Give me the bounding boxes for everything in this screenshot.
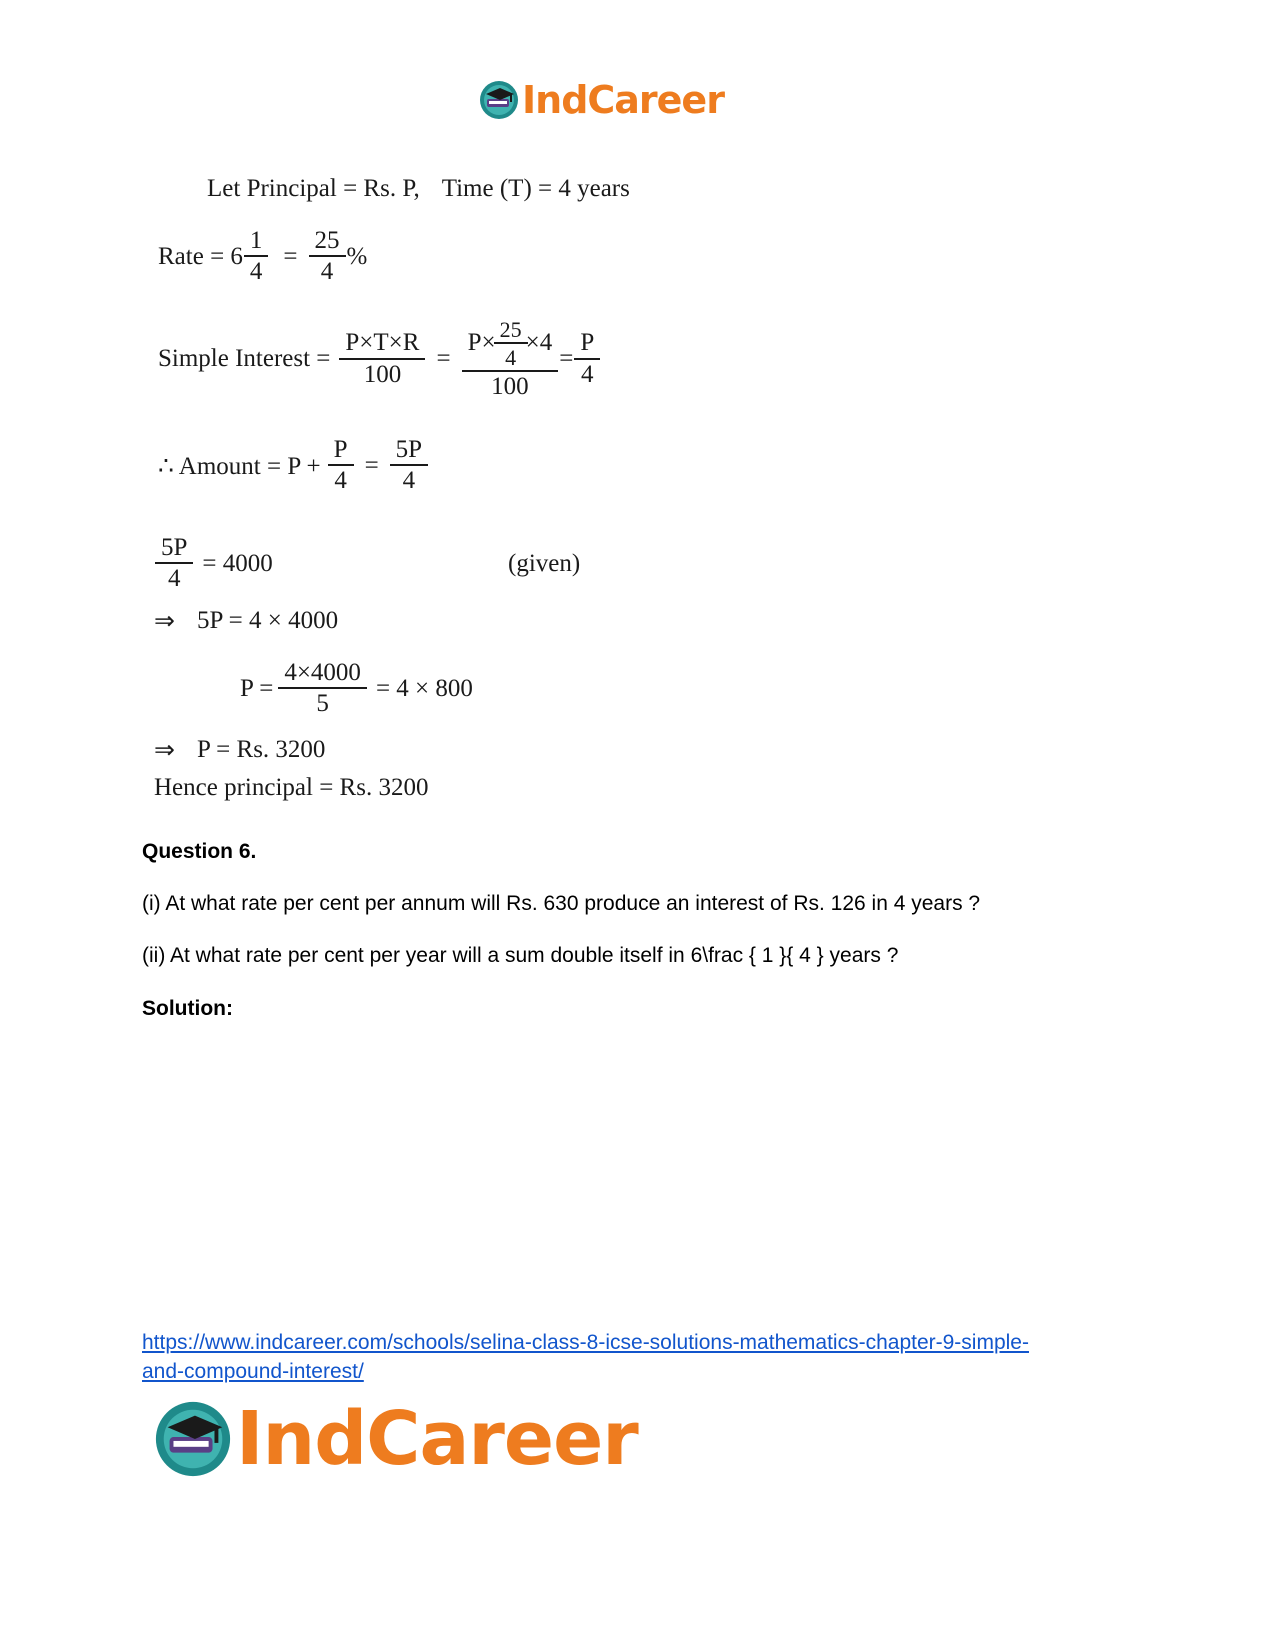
time-statement: Time (T) = 4 years xyxy=(441,175,630,202)
rate-fraction xyxy=(312,228,343,286)
fraction-denominator: 100 xyxy=(339,358,425,388)
graduation-cap-book-icon xyxy=(478,79,520,121)
equals-sign: = xyxy=(364,451,379,479)
amount-label: ∴ Amount = P + xyxy=(158,452,321,480)
si-result-fraction xyxy=(577,330,597,388)
fraction-denominator: 4 xyxy=(574,358,600,388)
header-logo-text: IndCareer xyxy=(522,78,724,122)
fraction-numerator: 25 xyxy=(499,317,522,342)
rate-mixed-fraction xyxy=(247,228,266,286)
fraction-numerator: P xyxy=(580,329,595,357)
fraction-numerator: P×T×R xyxy=(345,329,420,357)
fraction-denominator: 4 xyxy=(390,464,428,494)
footer-source-link[interactable] xyxy=(142,1328,1029,1386)
question-part-2: (ii) At what rate per cent per year will a sum double itself in 6\frac { 1 }{ 4 } years ? xyxy=(142,944,899,967)
math-line-amount xyxy=(158,437,429,495)
math-line-simple-interest xyxy=(158,318,601,400)
fraction-denominator: 100 xyxy=(462,370,559,400)
nested-fraction xyxy=(497,318,525,369)
fraction-denominator: 4 xyxy=(494,342,528,369)
conclusion-text: Hence principal = Rs. 3200 xyxy=(154,774,429,801)
graduation-cap-book-icon xyxy=(152,1398,234,1480)
si-formula-fraction xyxy=(342,330,422,388)
rate-label: Rate = 6 xyxy=(158,242,243,270)
math-line-conclusion xyxy=(154,774,428,802)
given-note: (given) xyxy=(508,550,581,577)
implies-arrow: ⇒ xyxy=(154,608,175,635)
fraction-numerator: 5P xyxy=(161,534,188,561)
question-part-1: (i) At what rate per cent per annum will Rs. 630 produce an interest of Rs. 126 in 4 years ? xyxy=(142,892,981,915)
p-fraction xyxy=(281,660,364,718)
percent-sign: % xyxy=(346,242,368,270)
math-line-rate xyxy=(158,228,367,286)
simple-interest-label: Simple Interest = xyxy=(158,345,331,373)
amount-fraction xyxy=(331,437,351,495)
solution-label: Solution: xyxy=(142,997,233,1020)
link-line-1: https://www.indcareer.com/schools/selina-class-8-icse-solutions-mathematics-chapter-9-simple- xyxy=(142,1331,1029,1354)
fraction-numerator: 25 xyxy=(314,227,340,254)
given-fraction xyxy=(158,535,190,593)
math-line-5p xyxy=(154,606,338,636)
equals-sign: = xyxy=(283,242,298,270)
fraction-denominator: 4 xyxy=(309,255,346,285)
footer-logo-text: IndCareer xyxy=(236,1396,638,1482)
fraction-numerator: 5P xyxy=(395,436,423,463)
principal-statement: Let Principal = Rs. P, xyxy=(207,175,420,202)
numerator-part: P× xyxy=(467,329,496,357)
fraction-numerator: 1 xyxy=(249,227,263,254)
equals-sign: = xyxy=(436,345,451,373)
math-line-p-division xyxy=(240,660,473,718)
equals-sign: = xyxy=(559,345,574,373)
fraction-denominator: 5 xyxy=(278,687,367,717)
fraction-denominator: 4 xyxy=(155,562,193,592)
amount-result-fraction xyxy=(393,437,425,495)
p-label: P = xyxy=(240,674,274,702)
math-line-given xyxy=(154,535,273,593)
implies-arrow: ⇒ xyxy=(154,737,175,764)
math-line-principal-time xyxy=(207,175,630,203)
fraction-numerator: P xyxy=(333,436,348,463)
link-line-2: and-compound-interest/ xyxy=(142,1360,364,1383)
fraction-denominator: 4 xyxy=(244,255,269,285)
given-equation: = 4000 xyxy=(202,549,273,577)
footer-logo xyxy=(152,1396,638,1482)
si-substituted-fraction xyxy=(465,318,556,400)
equation-text: = 4 × 800 xyxy=(375,674,473,702)
equation-text: 5P = 4 × 4000 xyxy=(196,607,339,634)
fraction-numerator: 4×4000 xyxy=(284,659,361,686)
numerator-part: ×4 xyxy=(525,329,553,357)
fraction-denominator: 4 xyxy=(328,464,354,494)
header-logo xyxy=(478,78,724,122)
fraction-numerator xyxy=(465,318,556,370)
question-title: Question 6. xyxy=(142,840,257,863)
equation-text: P = Rs. 3200 xyxy=(196,736,326,763)
math-line-p-result xyxy=(154,735,325,765)
